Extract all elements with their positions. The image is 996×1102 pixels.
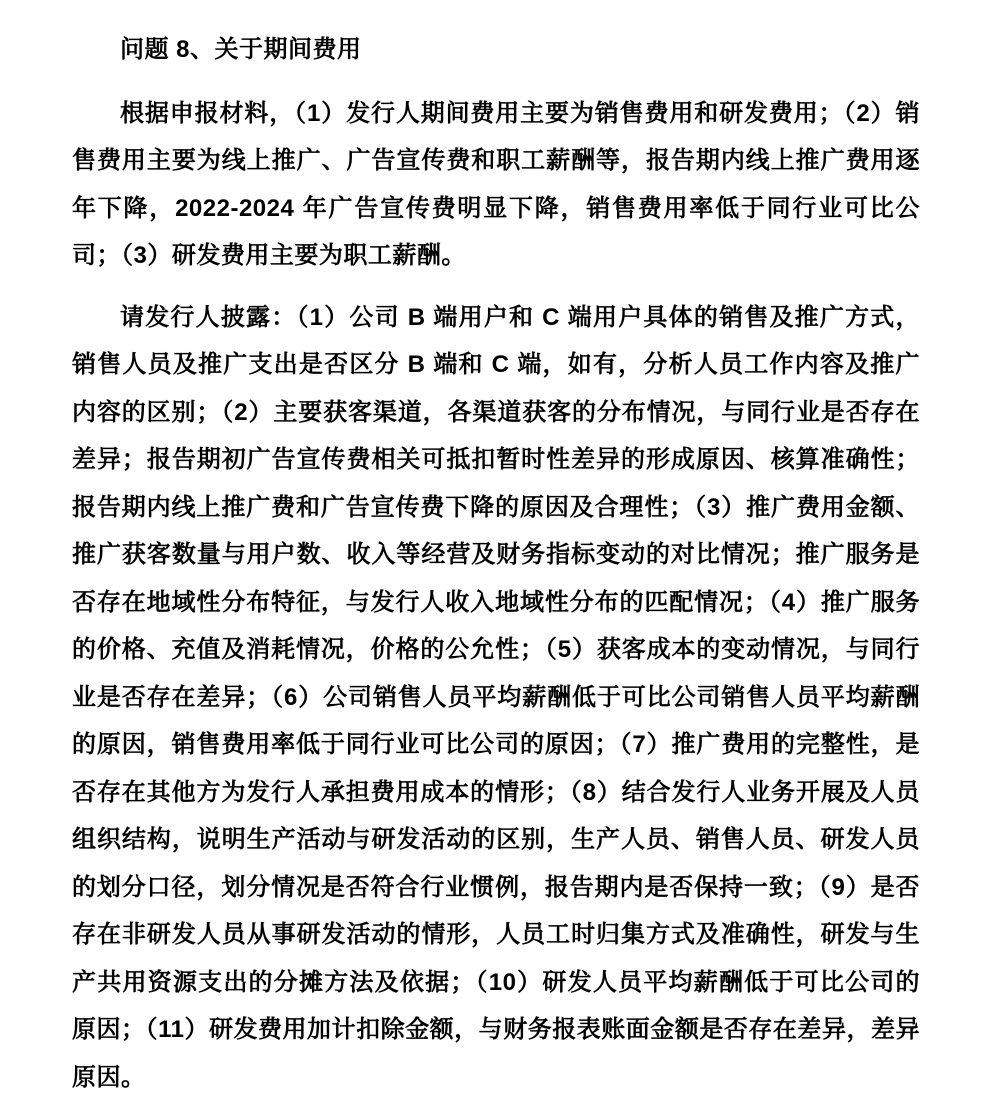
paragraph-background-materials: 根据申报材料，（1）发行人期间费用主要为销售费用和研发费用；（2）销售费用主要为线上推广、广告宣传费和职工薪酬等，报告期内线上推广费用逐年下降，2022-2024 年广告宣传费明显下降，销售费用率低于同行业可比公司；（3）研发费用主要为职工薪酬。 — [72, 99, 920, 269]
question-heading: 问题 8、关于期间费用 — [120, 36, 362, 63]
paragraph-disclosure-request: 请发行人披露：（1）公司 B 端用户和 C 端用户具体的销售及推广方式，销售人员及推广支出是否区分 B 端和 C 端，如有，分析人员工作内容及推广内容的区别；（2）主要获客渠道，各渠道获客的分布情况，与同行业是否存在差异；报告期初广告宣传费相关可抵扣暂时性差异的形成原因、核算准确性；报告期内线上推广费和广告宣传费下降的原因及合理性；（3）推广费用金额、推广获客数量与用户数、收入等经营及财务指标变动的对比情况；推广服务是否存在地域性分布特征，与发行人收入地域性分布的匹配情况；（4）推广服务的价格、充值及消耗情况，价格的公允性；（5）获客成本的变动情况，与同行业是否存在差异；（6）公司销售人员平均薪酬低于可比公司销售人员平均薪酬的原因，销售费用率低于同行业可比公司的原因；（7）推广费用的完整性，是否存在其他方为发行人承担费用成本的情形；（8）结合发行人业务开展及人员组织结构，说明生产活动与研发活动的区别，生产人员、销售人员、研发人员的划分口径，划分情况是否符合行业惯例，报告期内是否保持一致；（9）是否存在非研发人员从事研发活动的情形，人员工时归集方式及准确性，研发与生产共用资源支出的分摊方法及依据；（10）研发人员平均薪酬低于可比公司的原因；（11）研发费用加计扣除金额，与财务报表账面金额是否存在差异，差异原因。 — [72, 303, 920, 1091]
